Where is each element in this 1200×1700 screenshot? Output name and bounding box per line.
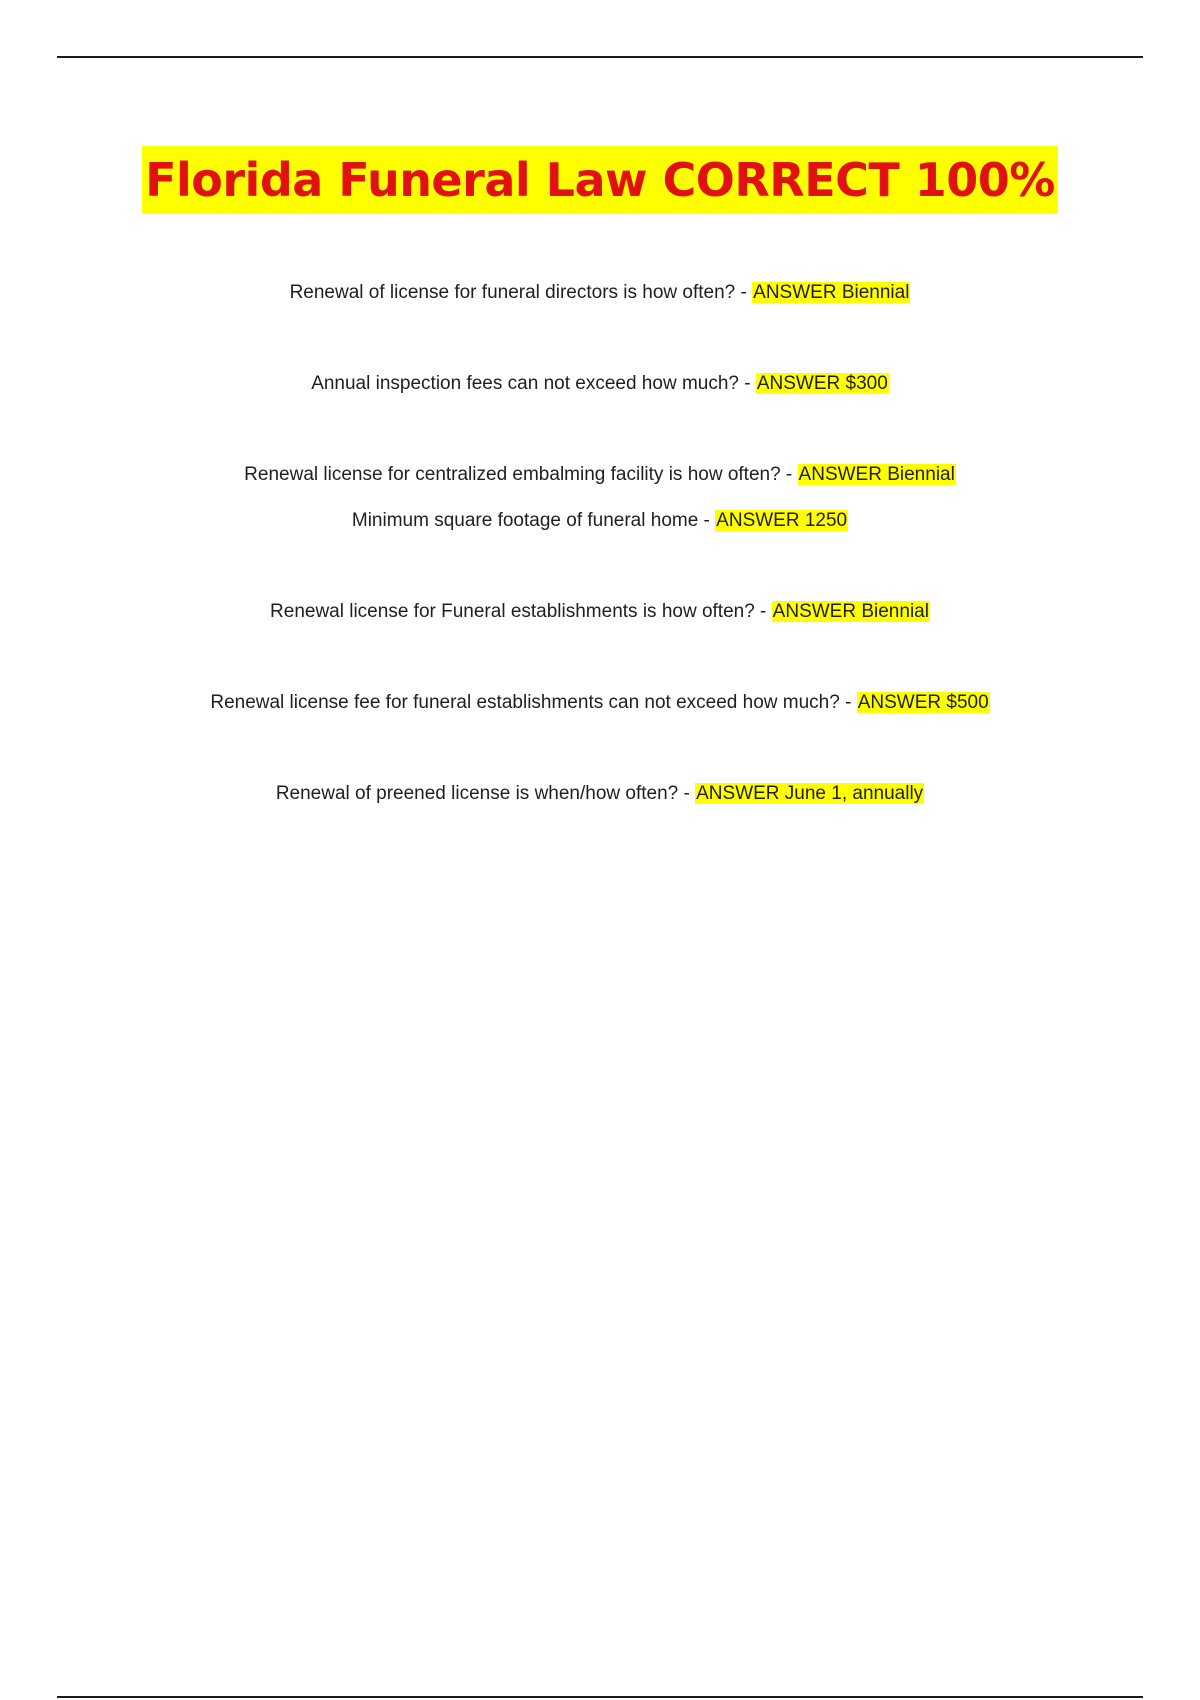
- document-title: Florida Funeral Law CORRECT 100%: [142, 146, 1058, 214]
- qa-item: [0, 462, 1200, 488]
- qa-item: [0, 599, 1200, 625]
- qa-item: [0, 371, 1200, 397]
- answer-highlight: ANSWER June 1, annually: [696, 783, 924, 804]
- answer-highlight: ANSWER $300: [756, 373, 888, 394]
- qa-item: [0, 690, 1200, 716]
- answer-highlight: ANSWER 1250: [716, 510, 848, 531]
- question-text: Renewal license fee for funeral establishments can not exceed how much? -: [210, 692, 857, 713]
- answer-highlight: ANSWER Biennial: [753, 282, 910, 303]
- footer-rule: [57, 1696, 1143, 1698]
- question-text: Renewal of license for funeral directors is how often? -: [289, 282, 753, 303]
- title-block: [0, 146, 1200, 214]
- question-text: Annual inspection fees can not exceed how much? -: [311, 373, 756, 394]
- answer-highlight: ANSWER Biennial: [798, 464, 955, 485]
- qa-item: [0, 508, 1200, 534]
- qa-item: [0, 280, 1200, 306]
- answer-highlight: ANSWER Biennial: [772, 601, 929, 622]
- question-text: Renewal license for Funeral establishments is how often? -: [270, 601, 772, 622]
- header-rule: [57, 56, 1143, 58]
- answer-highlight: ANSWER $500: [857, 692, 989, 713]
- question-text: Minimum square footage of funeral home -: [351, 510, 716, 531]
- question-text: Renewal of preened license is when/how often? -: [275, 783, 696, 804]
- qa-item: [0, 781, 1200, 807]
- question-text: Renewal license for centralized embalming facility is how often? -: [244, 464, 798, 485]
